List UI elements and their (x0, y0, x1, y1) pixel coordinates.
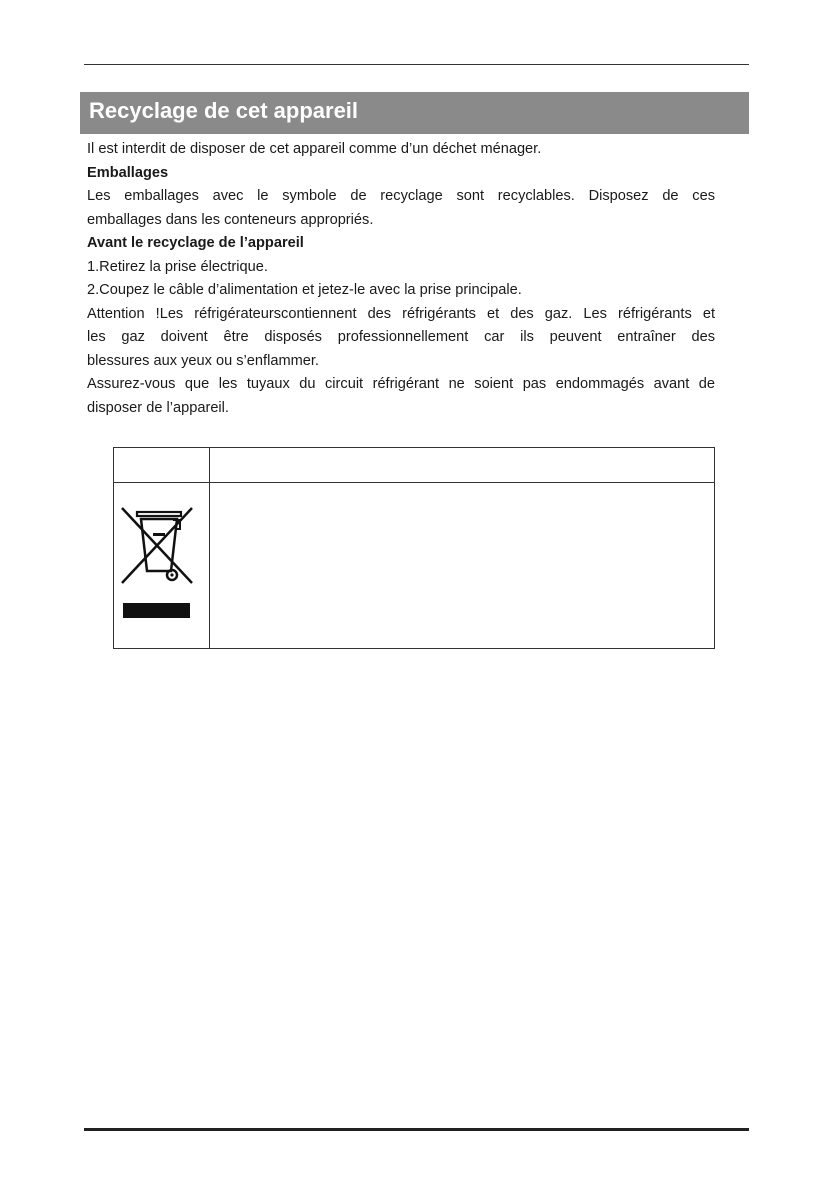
table-header-cell (114, 448, 210, 483)
packaging-heading: Emballages (87, 164, 169, 181)
attention-text-line: Attention !Les réfrigérateurscontiennent des réfrigérants et des gaz. Les réfrigérants et (87, 305, 715, 322)
before-recycling-heading: Avant le recyclage de l’appareil (87, 235, 304, 251)
table-header-cell (210, 448, 715, 483)
attention-text-line: les gaz doivent être disposés professionnellement car ils peuvent entraîner des (87, 329, 715, 345)
step-1: 1.Retirez la prise électrique. (87, 258, 268, 275)
step-2: 2.Coupez le câble d’alimentation et jetez-le avec la prise principale. (87, 282, 522, 298)
packaging-text-line: Les emballages avec le symbole de recyclage sont recyclables. Disposez de ces (87, 188, 715, 204)
assure-text-line: Assurez-vous que les tuyaux du circuit réfrigérant ne soient pas endommagés avant de (87, 376, 715, 392)
assure-text-line: disposer de l’appareil. (87, 399, 229, 416)
attention-text-line: blessures aux yeux ou s’enflammer. (87, 352, 319, 369)
weee-table (113, 447, 715, 649)
table-description-cell (210, 483, 715, 649)
section-title: Recyclage de cet appareil (80, 92, 749, 134)
table-header-row (114, 448, 715, 483)
top-rule (84, 64, 749, 65)
intro-text: Il est interdit de disposer de cet appareil comme d’un déchet ménager. (87, 141, 542, 157)
crossed-out-wheelie-bin-icon (120, 503, 200, 637)
table-icon-cell (114, 483, 210, 649)
body-text (87, 138, 715, 420)
packaging-text-line: emballages dans les conteneurs appropriés. (87, 211, 374, 228)
bottom-rule (84, 1128, 749, 1131)
table-row (114, 483, 715, 649)
